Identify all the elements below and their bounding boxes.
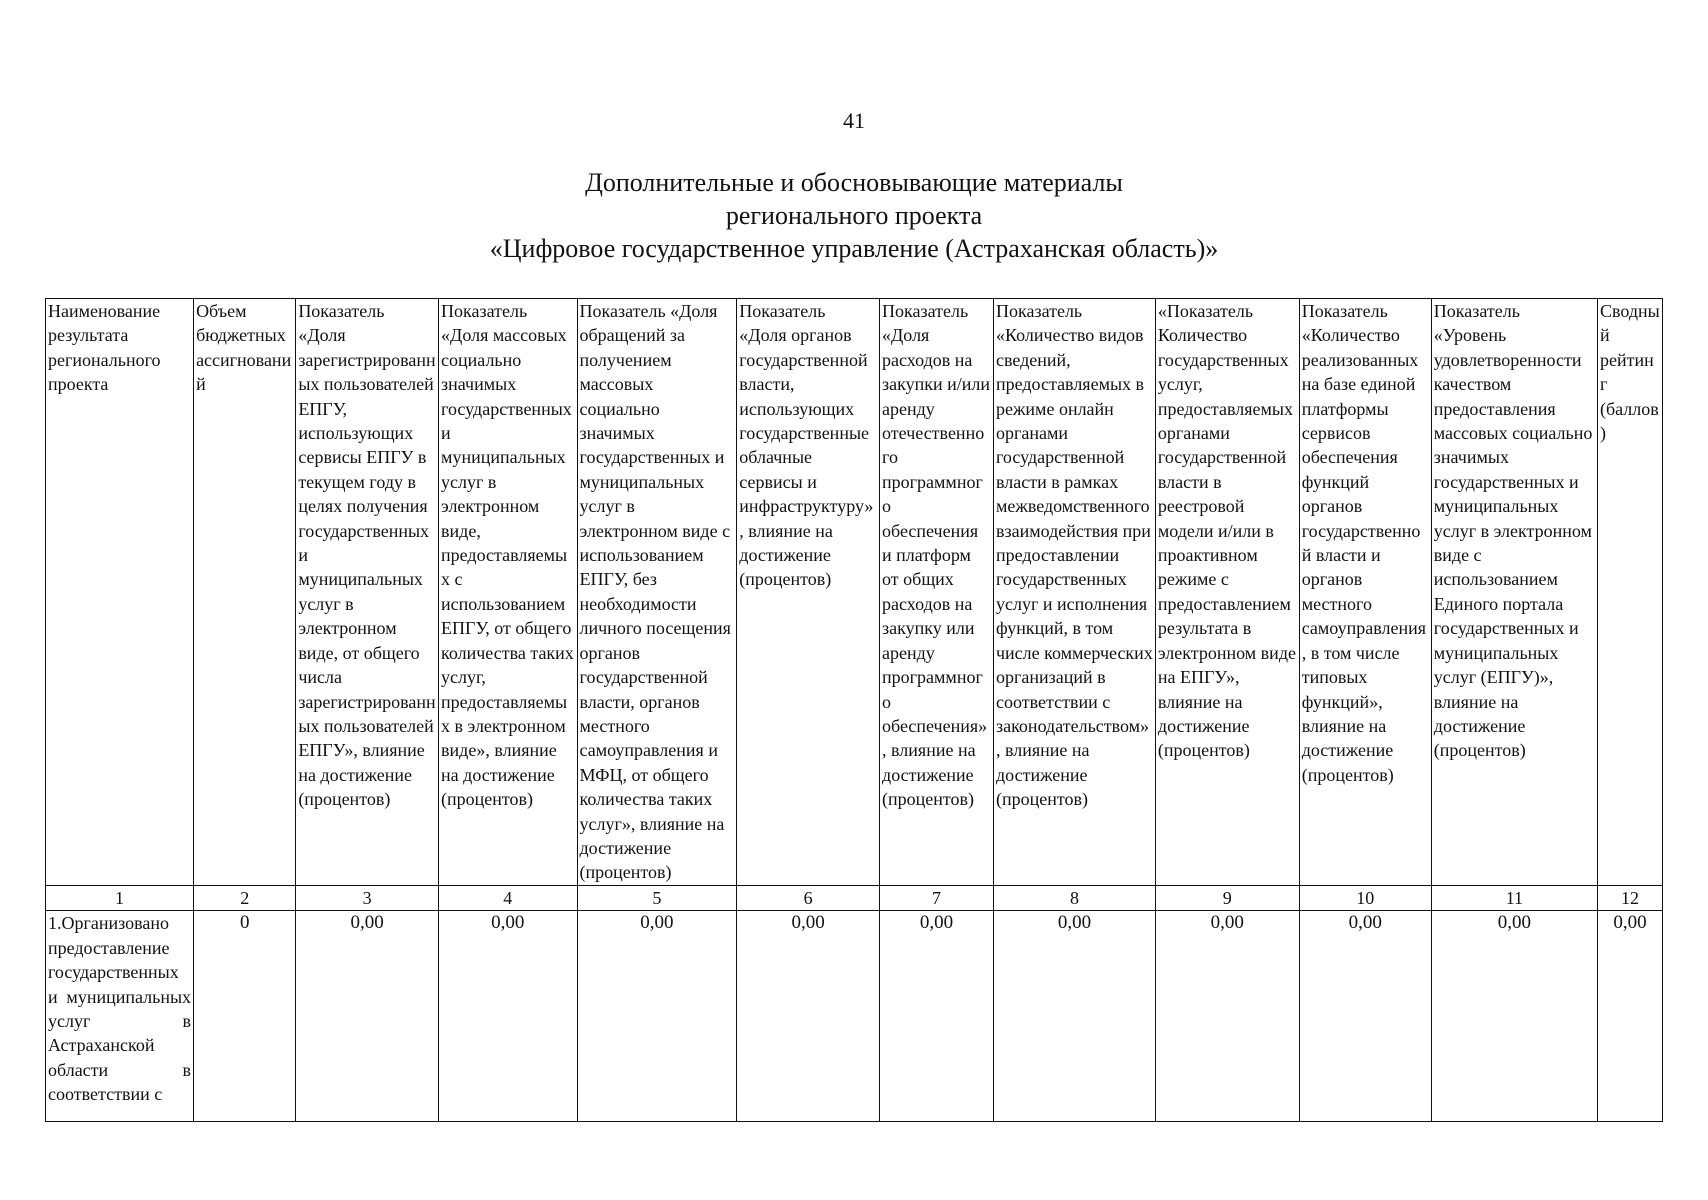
indicator-value: 0,00 <box>296 911 439 1122</box>
column-number: 12 <box>1597 886 1662 911</box>
column-number: 1 <box>46 886 194 911</box>
column-number: 8 <box>994 886 1156 911</box>
header-cell-indicator-11: Показатель «Уровень удовлетворенности качеством предоставления массовых социально значимых государственных и муниципальных услуг в электронном виде с использованием Единого портала государственных и муниципальных услуг (ЕПГУ)», влияние на достижение (процентов) <box>1431 299 1597 886</box>
table-row <box>46 911 1663 1122</box>
page-number: 41 <box>843 108 865 133</box>
summary-rating-value: 0,00 <box>1597 911 1662 1122</box>
result-name: 1.Организовано предоставление государственных и муниципальных услуг в Астраханской области в соответствии с <box>48 913 192 1105</box>
header-cell-result-name: Наименование результата регионального проекта <box>46 299 194 886</box>
indicator-value: 0,00 <box>1431 911 1597 1122</box>
indicator-value: 0,00 <box>880 911 994 1122</box>
indicator-value: 0,00 <box>1299 911 1431 1122</box>
column-number: 5 <box>577 886 737 911</box>
header-cell-indicator-6: Показатель «Доля органов государственной власти, использующих государственные облачные сервисы и инфраструктуру», влияние на достижение (процентов) <box>737 299 880 886</box>
indicator-value: 0,00 <box>994 911 1156 1122</box>
indicator-value: 0,00 <box>439 911 577 1122</box>
column-number: 3 <box>296 886 439 911</box>
header-cell-indicator-8: Показатель «Количество видов сведений, предоставляемых в режиме онлайн органами государственной власти в рамках межведомственного взаимодействия при предоставлении государственных услуг и исполнения функций, в том числе коммерческих организаций в соответствии с законодательством», влияние на достижение (процентов) <box>994 299 1156 886</box>
column-number: 9 <box>1155 886 1299 911</box>
budget-value: 0 <box>194 911 296 1122</box>
indicators-table <box>45 298 1663 1122</box>
document-title <box>0 166 1708 265</box>
indicator-value: 0,00 <box>1155 911 1299 1122</box>
column-number: 4 <box>439 886 577 911</box>
indicator-value: 0,00 <box>577 911 737 1122</box>
header-cell-summary-rating: Сводный рейтинг (баллов) <box>1597 299 1662 886</box>
column-number: 2 <box>194 886 296 911</box>
column-number-row <box>46 886 1663 911</box>
column-number: 7 <box>880 886 994 911</box>
indicator-value: 0,00 <box>737 911 880 1122</box>
header-cell-indicator-9: «Показатель Количество государственных услуг, предоставляемых органами государственной власти в реестровой модели и/или в проактивном режиме с предоставлением результата в электронном виде на ЕПГУ», влияние на достижение (процентов) <box>1155 299 1299 886</box>
header-cell-budget: Объем бюджетных ассигнований <box>194 299 296 886</box>
header-cell-indicator-10: Показатель «Количество реализованных на базе единой платформы сервисов обеспечения функций органов государственной власти и органов местного самоуправления, в том числе типовых функций», влияние на достижение (процентов) <box>1299 299 1431 886</box>
column-number: 10 <box>1299 886 1431 911</box>
header-cell-indicator-5: Показатель «Доля обращений за получением массовых социально значимых государственных и муниципальных услуг в электронном виде с использованием ЕПГУ, без необходимости личного посещения органов государственной власти, органов местного самоуправления и МФЦ, от общего количества таких услуг», влияние на достижение (процентов) <box>577 299 737 886</box>
column-number: 11 <box>1431 886 1597 911</box>
result-name-cell <box>46 911 194 1122</box>
header-cell-indicator-7: Показатель «Доля расходов на закупки и/или аренду отечественного программного обеспечения и платформ от общих расходов на закупку или аренду программного обеспечения», влияние на достижение (процентов) <box>880 299 994 886</box>
table-header-row <box>46 299 1663 886</box>
header-cell-indicator-3: Показатель «Доля зарегистрированных пользователей ЕПГУ, использующих сервисы ЕПГУ в текущем году в целях получения государственных и муниципальных услуг в электронном виде, от общего числа зарегистрированных пользователей ЕПГУ», влияние на достижение (процентов) <box>296 299 439 886</box>
title-line-3: «Цифровое государственное управление (Астраханская область)» <box>489 234 1219 263</box>
header-cell-indicator-4: Показатель «Доля массовых социально значимых государственных и муниципальных услуг в электронном виде, предоставляемых с использованием ЕПГУ, от общего количества таких услуг, предоставляемых в электронном виде», влияние на достижение (процентов) <box>439 299 577 886</box>
title-line-2: регионального проекта <box>725 201 983 230</box>
title-line-1: Дополнительные и обосновывающие материалы <box>585 168 1123 197</box>
column-number: 6 <box>737 886 880 911</box>
